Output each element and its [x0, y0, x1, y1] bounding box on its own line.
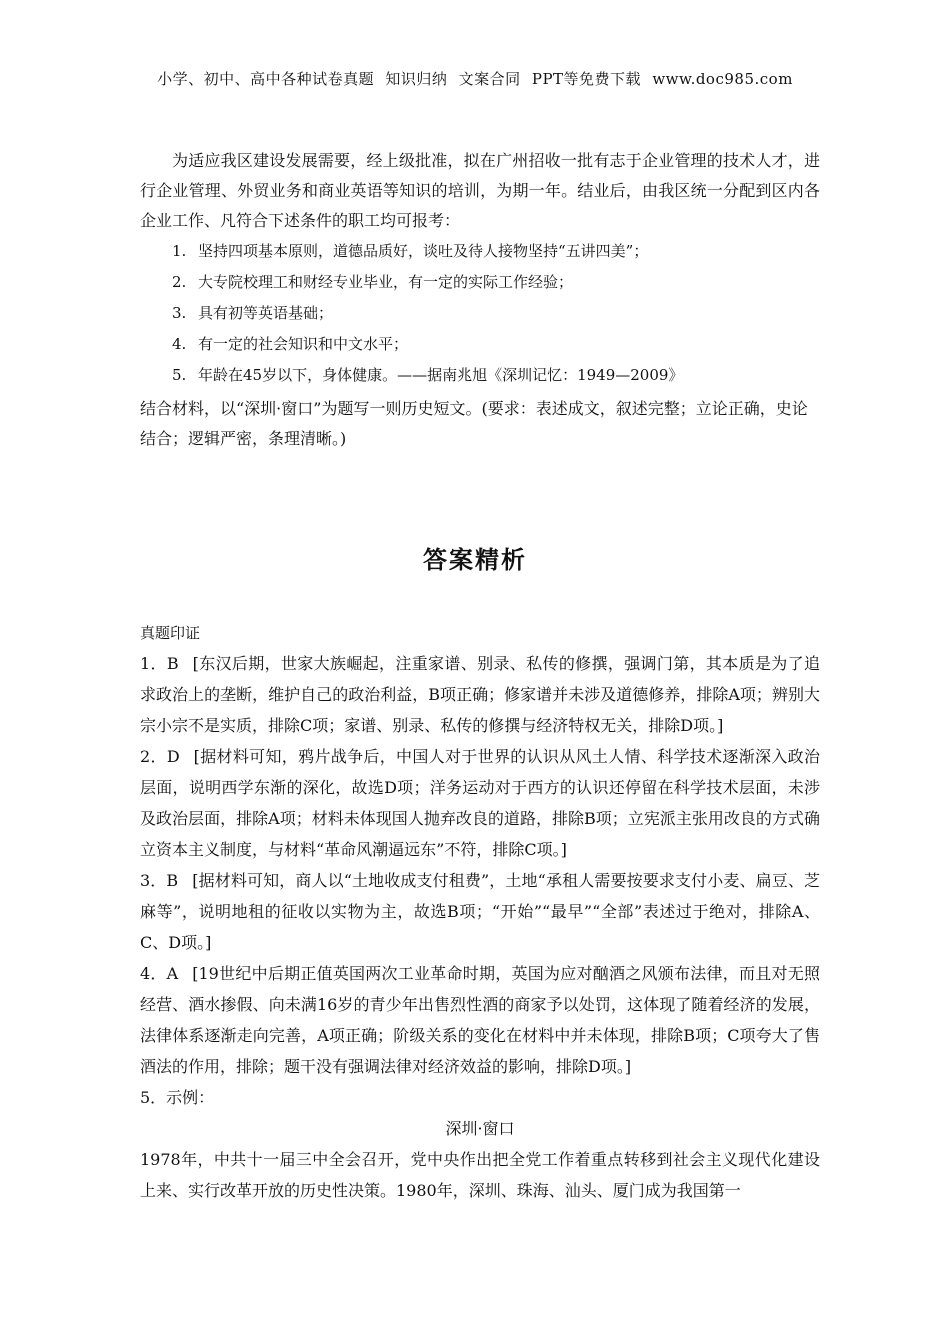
list-item: 3. 具有初等英语基础； [172, 304, 334, 322]
answer-item: 5．示例： [140, 1088, 215, 1107]
task-instructions: 结合材料，以“深圳·窗口”为题写一则历史短文。(要求：表述成文，叙述完整；立论正确，史论结合；逻辑严密，条理清晰。) [140, 399, 808, 448]
essay-title: 深圳·窗口 [445, 1119, 515, 1138]
material-section [140, 146, 820, 454]
answers-section [140, 648, 820, 1206]
answer-title: 答案精析 [423, 546, 527, 574]
section-label: 真题印证 [140, 624, 201, 642]
conditions-list [140, 236, 820, 391]
page-header: 小学、初中、高中各种试卷真题 知识归纳 文案合同 PPT等免费下载 www.doc985.com [157, 70, 793, 88]
answer-item: 1．B [东汉后期，世家大族崛起，注重家谱、别录、私传的修撰，强调门第，其本质是为了追求政治上的垄断，维护自己的政治利益，B项正确；修家谱并未涉及道德修养，排除A项；辨别大宗小宗不是实质，排除C项；家谱、别录、私传的修撰与经济特权无关，排除D项。] [140, 654, 820, 735]
material-intro: 为适应我区建设发展需要，经上级批准，拟在广州招收一批有志于企业管理的技术人才，进行企业管理、外贸业务和商业英语等知识的培训，为期一年。结业后，由我区统一分配到区内各企业工作、凡符合下述条件的职工均可报考： [140, 151, 820, 230]
list-item: 4. 有一定的社会知识和中文水平； [172, 335, 409, 353]
answer-item: 2．D [据材料可知，鸦片战争后，中国人对于世界的认识从风土人情、科学技术逐渐深入政治层面，说明西学东渐的深化，故选D项；洋务运动对于西方的认识还停留在科学技术层面，未涉及政治层面，排除A项；材料未体现国人抛弃改良的道路，排除B项；立宪派主张用改良的方式确立资本主义制度，与材料“革命风潮逼远东”不符，排除C项。] [140, 747, 820, 859]
list-item: 1. 坚持四项基本原则，道德品质好，谈吐及待人接物坚持“五讲四美”； [172, 242, 649, 260]
essay-text: 1978年，中共十一届三中全会召开，党中央作出把全党工作着重点转移到社会主义现代化建设上来、实行改革开放的历史性决策。1980年，深圳、珠海、汕头、厦门成为我国第一 [140, 1150, 820, 1200]
list-item: 2. 大专院校理工和财经专业毕业，有一定的实际工作经验； [172, 273, 574, 291]
answer-item: 4．A [19世纪中后期正值英国两次工业革命时期，英国为应对酗酒之风颁布法律，而且对无照经营、酒水掺假、向未满16岁的青少年出售烈性酒的商家予以处罚，这体现了随着经济的发展，法律体系逐渐走向完善，A项正确；阶级关系的变化在材料中并未体现，排除B项；C项夸大了售酒法的作用，排除；题干没有强调法律对经济效益的影响，排除D项。] [140, 964, 820, 1076]
answer-item: 3．B [据材料可知，商人以“土地收成支付租费”，土地“承租人需要按要求支付小麦、扁豆、芝麻等”，说明地租的征收以实物为主，故选B项；“开始”“最早”“全部”表述过于绝对，排除A、C、D项。] [140, 871, 820, 952]
list-item: 5. 年龄在45岁以下，身体健康。——据南兆旭《深圳记忆：1949—2009》 [172, 366, 684, 384]
